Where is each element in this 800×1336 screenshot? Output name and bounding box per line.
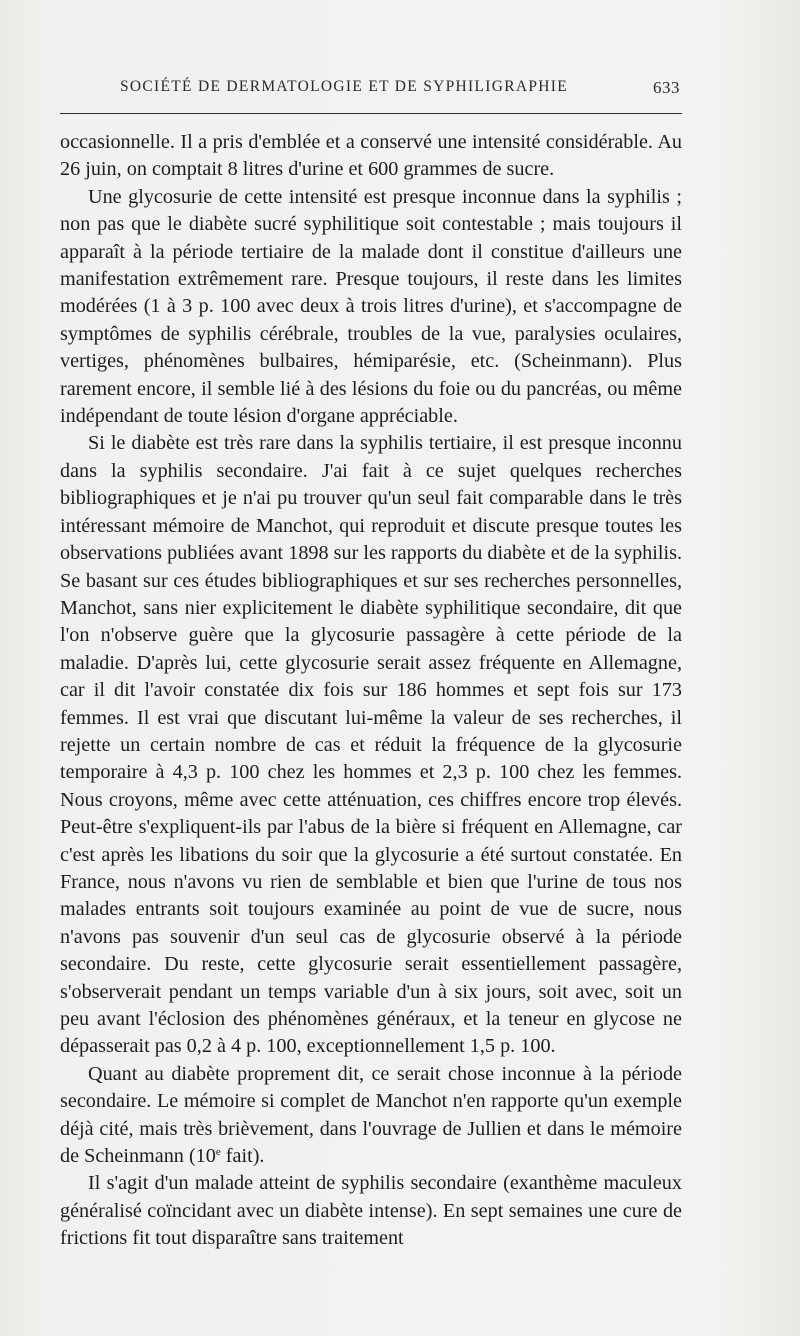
header-rule — [60, 113, 682, 114]
paragraph-1: occasionnelle. Il a pris d'emblée et a conservé une intensité considérable. Au 26 juin, on comptait 8 litres d'urine et 600 grammes de sucre. — [60, 131, 682, 181]
paragraph-4-text: Quant au diabète proprement dit, ce serait chose inconnue à la période secondaire. Le mémoire si complet de Manchot n'en rapporte qu'un exemple déjà cité, mais très brièvement, dans l'ouvrage de Jullien et dans le mémoire de Scheinmann (10 — [60, 1062, 682, 1168]
paragraph-4-tail: fait). — [220, 1145, 265, 1168]
page-number: 633 — [653, 78, 680, 97]
paragraph-3: Si le diabète est très rare dans la syphilis tertiaire, il est presque inconnu dans la syphilis secondaire. J'ai fait à ce sujet quelques recherches bibliographiques et je n'ai pu trouver qu'un seul fait comparable dans le très intéressant mémoire de Manchot, qui reproduit et discute presque toutes les observations publiées avant 1898 sur les rapports du diabète et de la syphilis. Se basant sur ces études bibliographiques et sur ses recherches personnelles, Manchot, sans nier explicitement le diabète syphilitique secondaire, dit que l'on n'observe guère que la glycosurie passagère à cette période de la maladie. D'après lui, cette glycosurie serait assez fréquente en Allemagne, car il dit l'avoir constatée dix fois sur 186 hommes et sept fois sur 173 femmes. Il est vrai que discutant lui-même la valeur de ses recherches, il rejette un certain nombre de cas et réduit la fréquence de la glycosurie temporaire à 4,3 p. 100 chez les hommes et 2,3 p. 100 chez les femmes. Nous croyons, même avec cette atténuation, ces chiffres encore trop élevés. Peut-être s'expliquent-ils par l'abus de la bière si fréquent en Allemagne, car c'est après les libations du soir que la glycosurie a été surtout constatée. En France, nous n'avons vu rien de semblable et bien que l'urine de tous nos malades entrants soit toujours examinée au point de vue de sucre, nous n'avons pas souvenir d'un seul cas de glycosurie observé à la période secondaire. Du reste, cette glycosurie serait essentiellement passagère, s'observerait pendant un temps variable d'un à six jours, soit avec, soit un peu avant l'éclosion des phénomènes généraux, et la teneur en glycose ne dépasserait pas 0,2 à 4 p. 100, exceptionnellement 1,5 p. 100. — [60, 432, 682, 1058]
paragraph-4 — [60, 1061, 682, 1171]
paragraph-5: Il s'agit d'un malade atteint de syphilis secondaire (exanthème maculeux généralisé coïncidant avec un diabète intense). En sept semaines une cure de frictions fit tout disparaître sans traitement — [60, 1172, 682, 1250]
body-text — [60, 129, 682, 1253]
running-head: SOCIÉTÉ DE DERMATOLOGIE ET DE SYPHILIGRAPHIE — [120, 78, 568, 95]
paragraph-2: Une glycosurie de cette intensité est presque inconnue dans la syphilis ; non pas que le diabète sucré syphilitique soit contestable ; mais toujours il apparaît à la période tertiaire de la malade dont il constitue d'ailleurs une manifestation extrêmement rare. Presque toujours, il reste dans les limites modérées (1 à 3 p. 100 avec deux à trois litres d'urine), et s'accompagne de symptômes de syphilis cérébrale, troubles de la vue, paralysies oculaires, vertiges, phénomènes bulbaires, hémiparésie, etc. (Scheinmann). Plus rarement encore, il semble lié à des lésions du foie ou du pancréas, ou même indépendant de toute lésion d'organe appréciable. — [60, 185, 682, 428]
superscript-e: e — [215, 1146, 221, 1159]
page-header — [60, 78, 680, 100]
